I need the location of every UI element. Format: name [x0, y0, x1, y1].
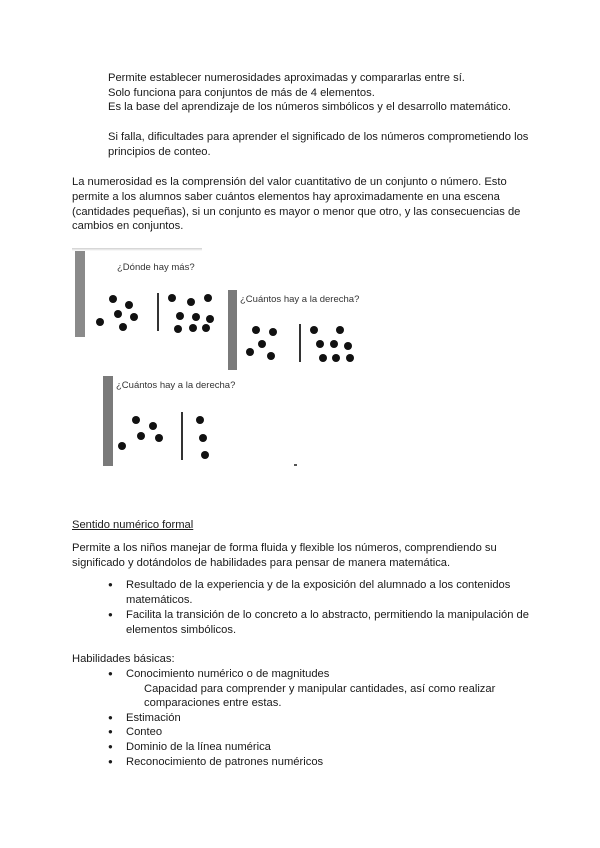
skill-description-line: comparaciones entre estas.: [144, 697, 282, 710]
dot: [109, 295, 117, 303]
dot: [336, 326, 344, 334]
dot: [319, 354, 327, 362]
dot: [204, 294, 212, 302]
dot: [176, 312, 184, 320]
list-item: [108, 740, 495, 755]
bullet-line: matemáticos.: [126, 593, 193, 606]
dot: [168, 294, 176, 302]
panel-question: ¿Dónde hay más?: [117, 262, 195, 273]
dot: [330, 340, 338, 348]
dot: [114, 310, 122, 318]
panel-question: ¿Cuántos hay a la derecha?: [116, 380, 236, 391]
dot: [206, 315, 214, 323]
skill-label: ● Reconocimiento de patrones numéricos: [126, 755, 324, 768]
dot: [252, 326, 260, 334]
list-item: [108, 725, 495, 740]
bullet-line: ● Resultado de la experiencia y de la exposición del alumnado a los contenidos: [126, 579, 511, 591]
dot: [332, 354, 340, 362]
approx-numerosity-line: Permite establecer numerosidades aproximadas y compararlas entre sí.: [108, 72, 465, 84]
panel-side-bar: [103, 376, 113, 466]
dot: [137, 432, 145, 440]
dot: [118, 442, 126, 450]
dot: [130, 313, 138, 321]
dot: [149, 422, 157, 430]
panel-divider: [299, 324, 301, 362]
dot: [316, 340, 324, 348]
dot: [125, 301, 133, 309]
skill-label: ● Conocimiento numérico o de magnitudes: [126, 668, 330, 680]
formal-bullet-list: [108, 578, 529, 637]
dot: [96, 318, 104, 326]
skill-description-line: Capacidad para comprender y manipular cantidades, así como realizar: [144, 682, 496, 695]
symbolic-basis-line: Es la base del aprendizaje de los números simbólicos y el desarrollo matemático.: [108, 101, 511, 113]
dot: [267, 352, 275, 360]
panel-how-many-right-2: [103, 376, 236, 466]
skill-label: ● Dominio de la línea numérica: [126, 740, 271, 753]
formal-intro-line-1: Permite a los niños manejar de forma fluida y flexible los números, comprendiendo su: [72, 542, 497, 554]
dot: [174, 325, 182, 333]
counting-principles-line: principios de conteo.: [108, 146, 211, 158]
skill-label: ● Estimación: [126, 711, 181, 724]
panel-how-many-right-1: [228, 290, 364, 370]
dot: [258, 340, 266, 348]
dot: [155, 434, 163, 442]
dot: [201, 451, 209, 459]
list-item: [108, 578, 529, 607]
panel-divider: [157, 293, 159, 331]
numerosity-paragraph-line-3: (cantidades pequeñas), si un conjunto es mayor o menor que otro, y las consecuencias de: [72, 206, 521, 218]
numerosity-paragraph-line-2: permite a los alumnos saber cuántos elementos hay aproximadamente en una escena: [72, 191, 500, 203]
dot: [202, 324, 210, 332]
failure-consequence-line: Si falla, dificultades para aprender el significado de los números comprometiendo los: [108, 131, 529, 143]
dot: [132, 416, 140, 424]
dot: [189, 324, 197, 332]
panel-side-bar: [228, 290, 237, 370]
list-item: [108, 755, 495, 770]
dot: [196, 416, 204, 424]
section-heading-formal: Sentido numérico formal: [72, 519, 194, 531]
panel-question: ¿Cuántos hay a la derecha?: [240, 294, 360, 305]
formal-intro-line-2: significado y dotándolos de habilidades para pensar de manera matemática.: [72, 557, 451, 569]
panel-divider: [181, 412, 183, 460]
dot: [269, 328, 277, 336]
panel-where-more: [72, 251, 228, 337]
dot: [192, 313, 200, 321]
dot: [310, 326, 318, 334]
list-item: [108, 608, 529, 637]
dot: [187, 298, 195, 306]
list-item: [108, 711, 495, 726]
dot: [346, 354, 354, 362]
bullet-line: elementos simbólicos.: [126, 623, 237, 636]
dot: [199, 434, 207, 442]
panel-side-bar: [75, 251, 85, 337]
dot: [119, 323, 127, 331]
skills-list: [108, 667, 495, 769]
dot: [246, 348, 254, 356]
dot: [344, 342, 352, 350]
list-item: [108, 667, 495, 711]
numerosity-paragraph-line-1: La numerosidad es la comprensión del valor cuantitativo de un conjunto o número. Esto: [72, 176, 507, 188]
skills-heading: Habilidades básicas:: [72, 653, 175, 665]
more-than-four-line: Solo funciona para conjuntos de más de 4 elementos.: [108, 87, 375, 99]
image-artifact: [294, 464, 297, 466]
skill-label: ● Conteo: [126, 726, 163, 739]
numerosity-paragraph-line-4: cambios en conjuntos.: [72, 220, 184, 232]
bullet-line: ● Facilita la transición de lo concreto a lo abstracto, permitiendo la manipulación de: [126, 609, 529, 622]
